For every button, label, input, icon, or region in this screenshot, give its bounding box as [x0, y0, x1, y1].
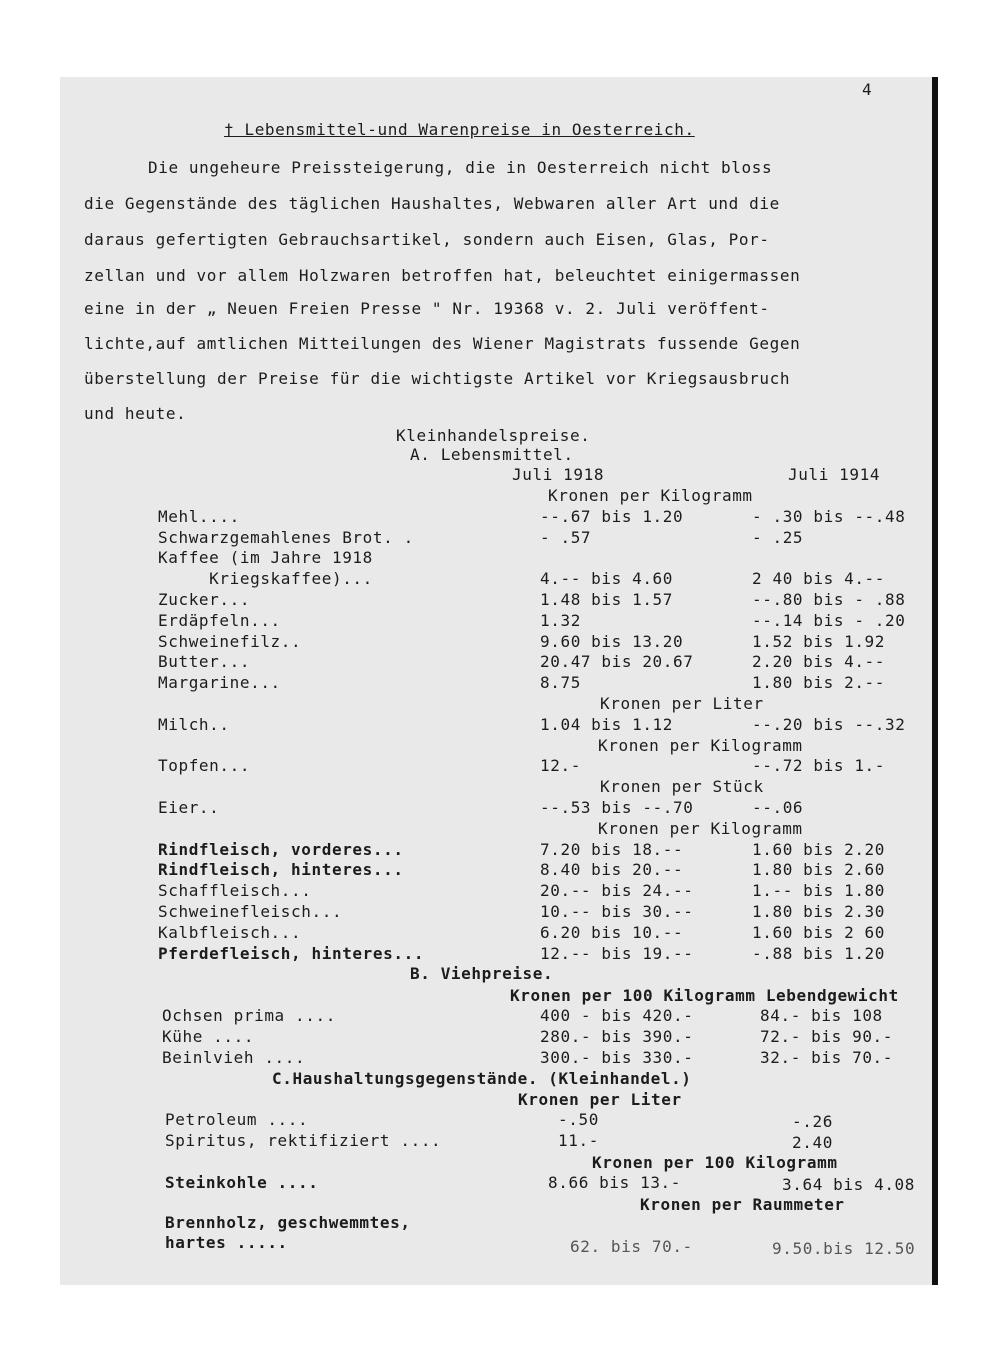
- price-1918: -.50: [558, 1110, 599, 1129]
- intro-line: überstellung der Preise für die wichtigste Artikel vor Kriegsausbruch: [84, 369, 791, 388]
- price-1914: 84.- bis 108: [760, 1006, 883, 1025]
- item-name: Kalbfleisch...: [158, 922, 302, 942]
- item-name: Schwarzgemahlenes Brot. .: [158, 527, 414, 547]
- price-1914: 72.- bis 90.-: [760, 1027, 894, 1046]
- price-1918: 4.-- bis 4.60: [540, 569, 674, 589]
- intro-line: Die ungeheure Preissteigerung, die in Oesterreich nicht bloss: [148, 158, 773, 177]
- unit-label: Kronen per Kilogramm: [598, 818, 803, 838]
- item-name: Ochsen prima ....: [162, 1006, 336, 1025]
- unit-label: Kronen per Liter: [518, 1090, 682, 1109]
- item-name: Kriegskaffee)...: [158, 569, 373, 589]
- item-name: Eier..: [158, 798, 220, 817]
- item-name: Rindfleisch, hinteres...: [158, 860, 404, 880]
- intro-line: eine in der „ Neuen Freien Presse " Nr. 19368 v. 2. Juli veröffent-: [84, 299, 770, 318]
- price-1914: -.88 bis 1.20: [752, 943, 886, 963]
- page-title: † Lebensmittel-und Warenpreise in Oesterreich.: [224, 120, 695, 139]
- price-1914: - .30 bis --.48: [752, 506, 906, 526]
- item-name: Kühe ....: [162, 1027, 255, 1046]
- item-name: Schaffleisch...: [158, 881, 312, 901]
- item-name: Kaffee (im Jahre 1918: [158, 548, 373, 568]
- item-name: Butter...: [158, 652, 251, 672]
- price-1918: --.67 bis 1.20: [540, 506, 684, 526]
- price-1918: 10.-- bis 30.--: [540, 902, 694, 921]
- price-1918: 20.-- bis 24.--: [540, 881, 694, 901]
- price-1918: 6.20 bis 10.--: [540, 922, 684, 942]
- intro-line: und heute.: [84, 404, 187, 423]
- heading-kleinhandelspreise: Kleinhandelspreise.: [396, 426, 591, 445]
- column-header-1918: Juli 1918: [512, 465, 605, 484]
- item-name: Rindfleisch, vorderes...: [158, 839, 404, 859]
- price-1914: 1.80 bis 2.60: [752, 860, 886, 880]
- item-name: Brennholz, geschwemmtes,: [165, 1213, 411, 1232]
- page-edge: [932, 77, 938, 1285]
- unit-label: Kronen per 100 Kilogramm Lebendgewicht: [510, 986, 899, 1005]
- price-1914: -.26: [792, 1112, 833, 1131]
- price-1914: 32.- bis 70.-: [760, 1048, 894, 1067]
- price-1918: 1.04 bis 1.12: [540, 714, 674, 734]
- unit-label: Kronen per Stück: [600, 777, 764, 797]
- price-1914: 1.80 bis 2.--: [752, 673, 886, 693]
- item-name: Beinlvieh ....: [162, 1048, 306, 1067]
- price-1918: 11.-: [558, 1131, 599, 1150]
- heading-viehpreise: B. Viehpreise.: [410, 964, 554, 983]
- price-1918: 7.20 bis 18.--: [540, 839, 684, 859]
- item-name: Milch..: [158, 714, 230, 734]
- price-1918: 8.75: [540, 673, 581, 693]
- item-name: Petroleum ....: [165, 1110, 309, 1129]
- price-1914: --.06: [752, 798, 804, 817]
- price-1918: 400 - bis 420.-: [540, 1006, 694, 1025]
- price-1914: --.14 bis - .20: [752, 610, 906, 630]
- price-1918: 20.47 bis 20.67: [540, 652, 694, 672]
- price-1914: - .25: [752, 527, 804, 547]
- price-1914: 2.20 bis 4.--: [752, 652, 886, 672]
- price-1918: 1.32: [540, 610, 581, 630]
- intro-line: die Gegenstände des täglichen Haushaltes, Webwaren aller Art und die: [84, 194, 780, 213]
- unit-label: Kronen per Raummeter: [640, 1195, 845, 1214]
- item-name: Erdäpfeln...: [158, 610, 281, 630]
- price-1914: 1.60 bis 2 60: [752, 922, 886, 942]
- item-name: Steinkohle ....: [165, 1173, 319, 1192]
- price-1914: --.72 bis 1.-: [752, 756, 886, 776]
- price-1918: 8.40 bis 20.--: [540, 860, 684, 880]
- unit-label: Kronen per 100 Kilogramm: [592, 1153, 838, 1172]
- price-1914: 2.40: [792, 1133, 833, 1152]
- item-name: Mehl....: [158, 506, 240, 526]
- intro-line: lichte,auf amtlichen Mitteilungen des Wiener Magistrats fussende Gegen: [84, 334, 801, 353]
- unit-label: Kronen per Kilogramm: [598, 735, 803, 755]
- price-1918: --.53 bis --.70: [540, 798, 694, 817]
- price-1914: 1.60 bis 2.20: [752, 839, 886, 859]
- intro-line: daraus gefertigten Gebrauchsartikel, sondern auch Eisen, Glas, Por-: [84, 230, 770, 249]
- price-1918: 280.- bis 390.-: [540, 1027, 694, 1046]
- price-1914: --.20 bis --.32: [752, 714, 906, 734]
- heading-haushaltungsgegenstaende: C.Haushaltungsgegenstände. (Kleinhandel.): [272, 1069, 692, 1088]
- price-1914: --.80 bis - .88: [752, 590, 906, 609]
- price-1914: 2 40 bis 4.--: [752, 569, 886, 589]
- price-1918: 300.- bis 330.-: [540, 1048, 694, 1067]
- price-1918: - .57: [540, 527, 592, 547]
- price-1914: 1.52 bis 1.92: [752, 631, 886, 651]
- price-1918: 8.66 bis 13.-: [548, 1173, 682, 1192]
- price-1914: 1.-- bis 1.80: [752, 881, 886, 901]
- unit-label: Kronen per Kilogramm: [548, 486, 753, 505]
- price-1914: 1.80 bis 2.30: [752, 902, 886, 921]
- item-name: Topfen...: [158, 756, 251, 776]
- page-number: 4: [862, 80, 873, 99]
- item-name: Spiritus, rektifiziert ....: [165, 1131, 442, 1150]
- price-1918: 12.-- bis 19.--: [540, 943, 694, 963]
- item-name: Schweinefilz..: [158, 631, 302, 651]
- item-name: Zucker...: [158, 590, 251, 609]
- column-header-1914: Juli 1914: [788, 465, 881, 484]
- item-name: Schweinefleisch...: [158, 902, 343, 921]
- heading-lebensmittel: A. Lebensmittel.: [410, 445, 574, 464]
- item-name: hartes .....: [165, 1233, 288, 1252]
- price-1918: 62. bis 70.-: [570, 1237, 693, 1256]
- price-1918: 9.60 bis 13.20: [540, 631, 684, 651]
- intro-line: zellan und vor allem Holzwaren betroffen hat, beleuchtet einigermassen: [84, 266, 801, 285]
- price-1914: 3.64 bis 4.08: [782, 1175, 916, 1194]
- unit-label: Kronen per Liter: [600, 694, 764, 713]
- item-name: Margarine...: [158, 673, 281, 693]
- price-1918: 1.48 bis 1.57: [540, 590, 674, 609]
- price-1914: 9.50.bis 12.50: [772, 1239, 916, 1258]
- price-1918: 12.-: [540, 756, 581, 776]
- item-name: Pferdefleisch, hinteres...: [158, 943, 425, 963]
